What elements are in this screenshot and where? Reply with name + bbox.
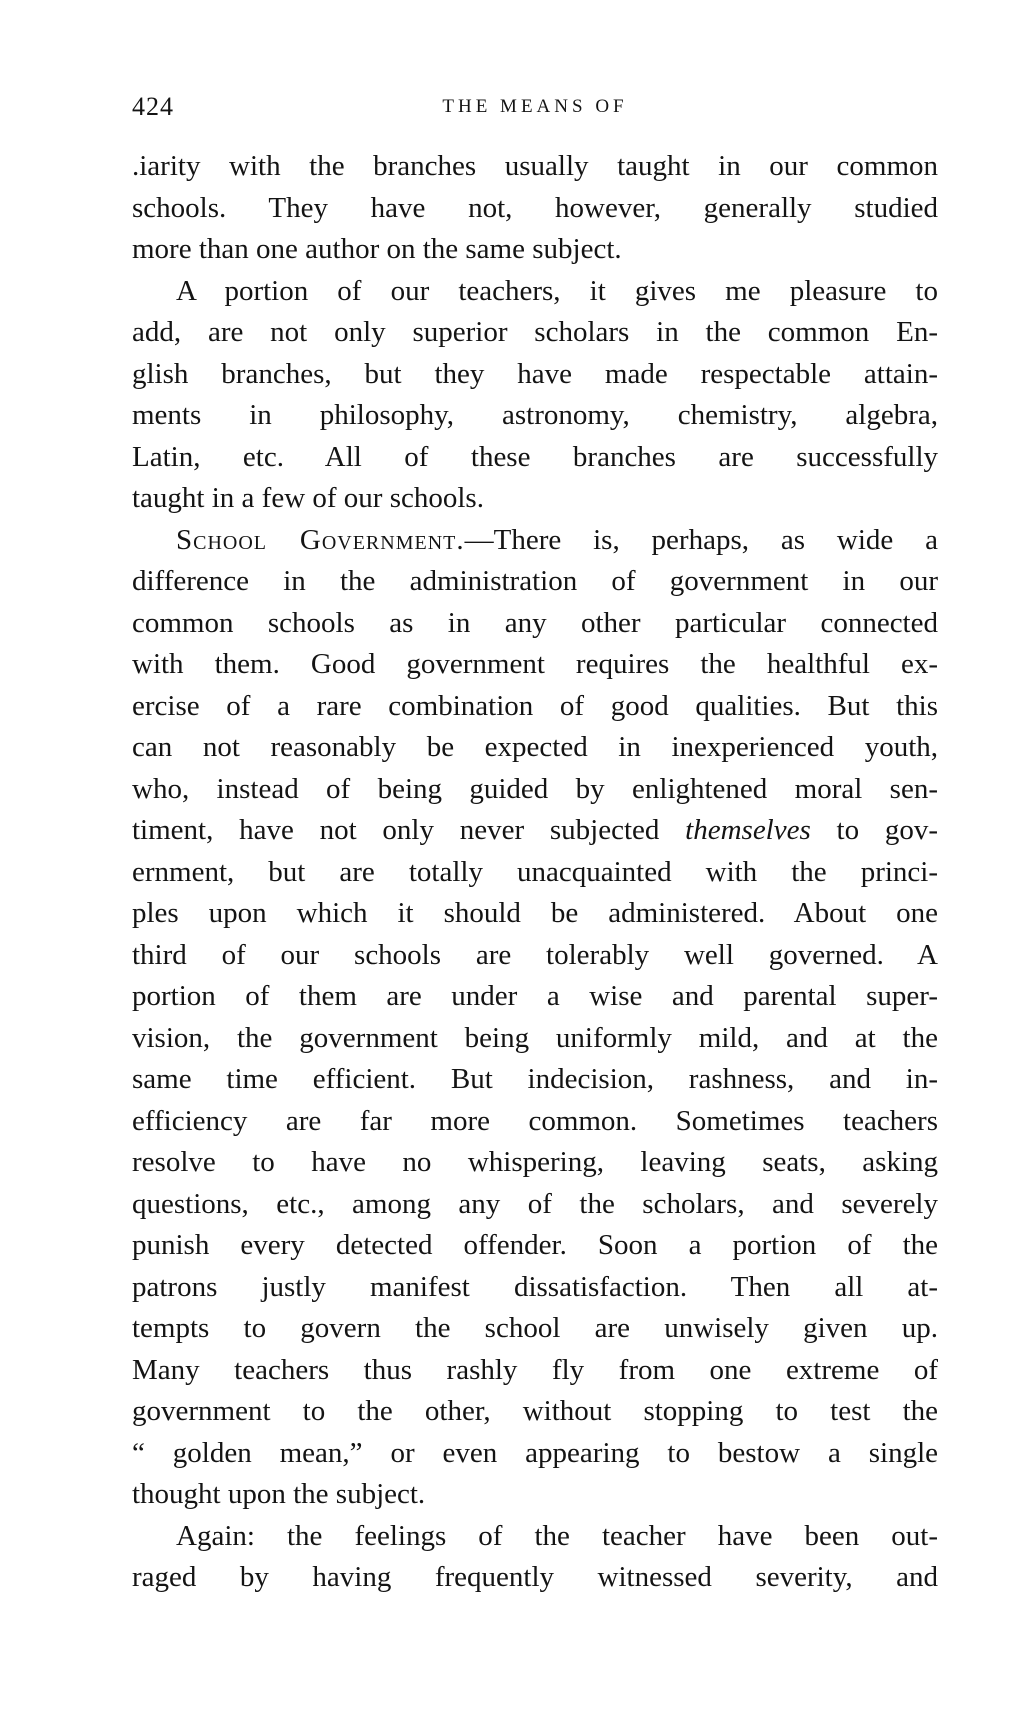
text-line: add, are not only superior scholars in the common En- <box>132 316 938 348</box>
text-line: efficiency are far more common. Sometimes teachers <box>132 1104 938 1137</box>
running-title: THE MEANS OF <box>442 96 628 117</box>
text-line: same time efficient. But indecision, rashness, and in- <box>132 1063 938 1095</box>
emphasis-before: timent, have not only never subjected <box>132 814 686 846</box>
text-line: Latin, etc. All of these branches are successfully <box>132 440 938 473</box>
section-heading-line <box>132 520 938 562</box>
text-line: patrons justly manifest dissatisfaction. Then all at- <box>132 1270 938 1303</box>
text-line: .iarity with the branches usually taught in our common <box>132 150 938 182</box>
section-heading: School Government. <box>176 523 465 556</box>
emphasis-italic: themselves <box>685 814 811 846</box>
text-line: who, instead of being guided by enlightened moral sen- <box>132 772 938 805</box>
text-line: portion of them are under a wise and parental super- <box>132 980 938 1012</box>
text-line: with them. Good government requires the healthful ex- <box>132 648 938 680</box>
text-line: more than one author on the same subject. <box>132 233 622 265</box>
text-line: difference in the administration of government in our <box>132 565 938 597</box>
body-text <box>132 146 938 1599</box>
text-line: third of our schools are tolerably well governed. A <box>132 938 938 971</box>
text-line: Many teachers thus rashly fly from one extreme of <box>132 1353 938 1386</box>
text-line: ments in philosophy, astronomy, chemistry, algebra, <box>132 399 938 431</box>
paragraph-start-line: Again: the feelings of the teacher have been out- <box>176 1519 938 1552</box>
text-line: schools. They have not, however, generally studied <box>132 191 938 224</box>
text-line: vision, the government being uniformly mild, and at the <box>132 1021 938 1054</box>
running-head <box>132 92 938 126</box>
text-line: ples upon which it should be administered. About one <box>132 897 938 929</box>
section-heading-continuation: —There is, perhaps, as wide a <box>464 523 938 556</box>
text-line: government to the other, without stopping to test the <box>132 1395 938 1427</box>
emphasis-after: to gov- <box>810 814 938 846</box>
text-line: can not reasonably be expected in inexperienced youth, <box>132 731 938 763</box>
text-line: taught in a few of our schools. <box>132 482 484 514</box>
text-line: “ golden mean,” or even appearing to bestow a single <box>132 1436 938 1469</box>
page-number: 424 <box>132 92 174 121</box>
text-line: raged by having frequently witnessed severity, and <box>132 1561 938 1593</box>
text-line: tempts to govern the school are unwisely given up. <box>132 1312 938 1344</box>
text-line: glish branches, but they have made respectable attain- <box>132 357 938 390</box>
text-line: resolve to have no whispering, leaving seats, asking <box>132 1146 938 1178</box>
paragraph-start-line: A portion of our teachers, it gives me pleasure to <box>176 274 938 307</box>
emphasis-line <box>132 810 938 852</box>
text-line: thought upon the subject. <box>132 1478 426 1510</box>
text-line: punish every detected offender. Soon a portion of the <box>132 1229 938 1261</box>
text-line: common schools as in any other particular connected <box>132 606 938 639</box>
text-line: ercise of a rare combination of good qualities. But this <box>132 689 938 722</box>
text-line: questions, etc., among any of the scholars, and severely <box>132 1187 938 1220</box>
text-line: ernment, but are totally unacquainted with the princi- <box>132 855 938 888</box>
